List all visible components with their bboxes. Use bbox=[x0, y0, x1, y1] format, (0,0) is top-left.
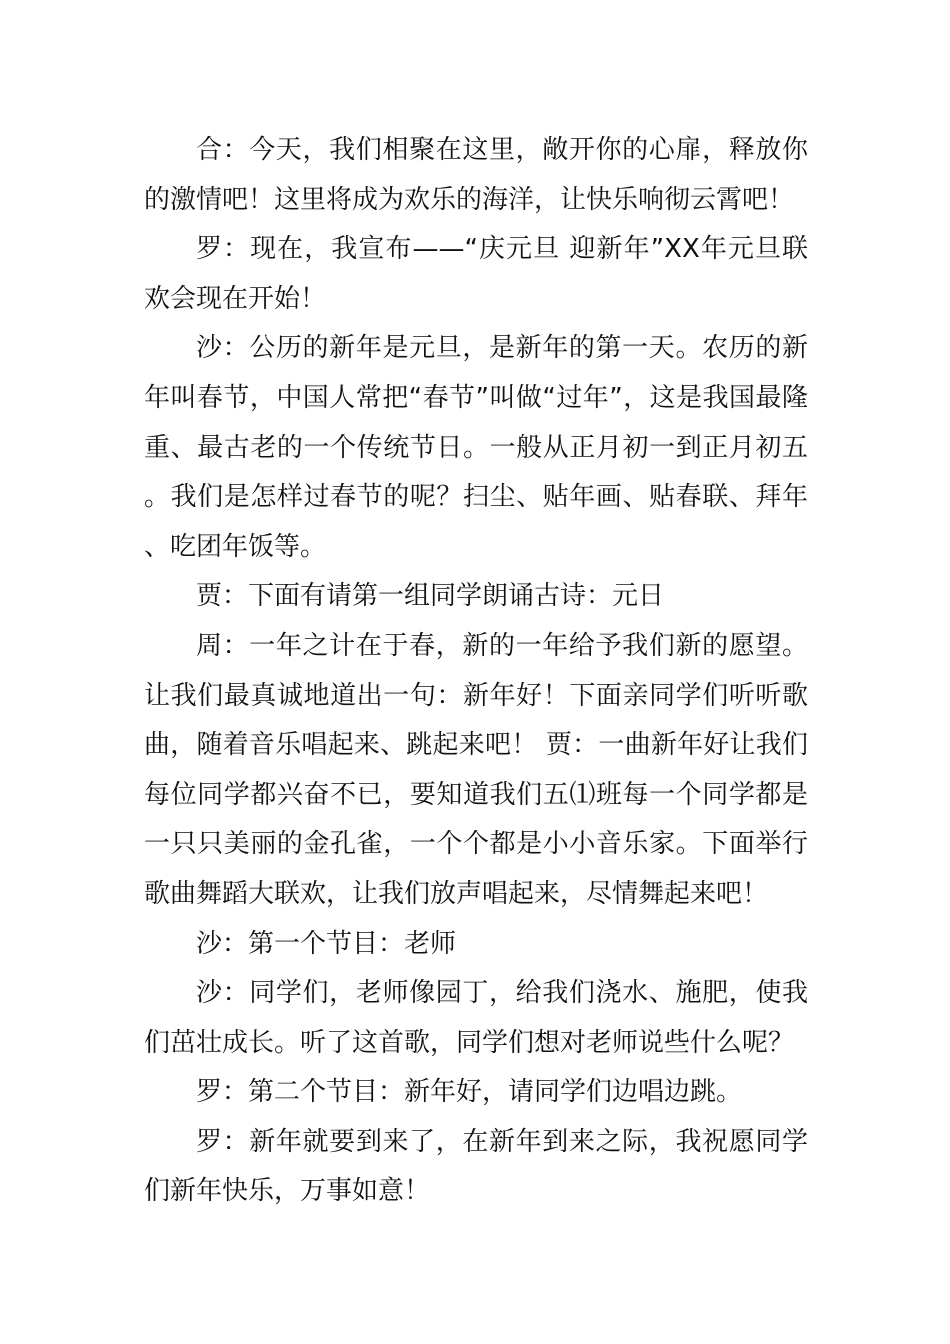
document-body bbox=[144, 126, 808, 1217]
paragraph-poem-recital: 贾：下面有请第一组同学朗诵古诗：元日 bbox=[196, 581, 665, 612]
paragraph-program-one: 沙：第一个节目：老师 bbox=[196, 928, 457, 959]
paragraph-new-year-wishes: 罗：新年就要到来了，在新年到来之际，我祝愿同学们新年快乐，万事如意！ bbox=[144, 1126, 808, 1207]
paragraph-new-year-song: 周：一年之计在于春，新的一年给予我们新的愿望。让我们最真诚地道出一句：新年好！下面亲同学们听听歌曲，随着音乐唱起来、跳起来吧！ 贾：一曲新年好让我们每位同学都兴奋不已，要知道我们五⑴班每一个同学都是一只只美丽的金孔雀，一个个都是小小音乐家。下面举行歌曲舞蹈大联欢，让我们放声唱起来，尽情舞起来吧！ bbox=[144, 630, 808, 909]
paragraph-opening-together: 合：今天，我们相聚在这里，敞开你的心扉，释放你的激情吧！这里将成为欢乐的海洋，让快乐响彻云霄吧！ bbox=[144, 135, 808, 215]
paragraph-teacher-song: 沙：同学们，老师像园丁，给我们浇水、施肥，使我们茁壮成长。听了这首歌，同学们想对老师说些什么呢？ bbox=[144, 978, 808, 1058]
paragraph-announce-start: 罗：现在，我宣布——“庆元旦 迎新年”XX年元旦联欢会现在开始！ bbox=[144, 234, 808, 314]
paragraph-program-two: 罗：第二个节目：新年好，请同学们边唱边跳。 bbox=[196, 1077, 743, 1108]
paragraph-spring-festival: 沙：公历的新年是元旦，是新年的第一天。农历的新年叫春节，中国人常把“春节”叫做“过年”，这是我国最隆重、最古老的一个传统节日。一般从正月初一到正月初五。我们是怎样过春节的呢？扫尘、贴年画、贴春联、拜年、吃团年饭等。 bbox=[144, 333, 808, 562]
